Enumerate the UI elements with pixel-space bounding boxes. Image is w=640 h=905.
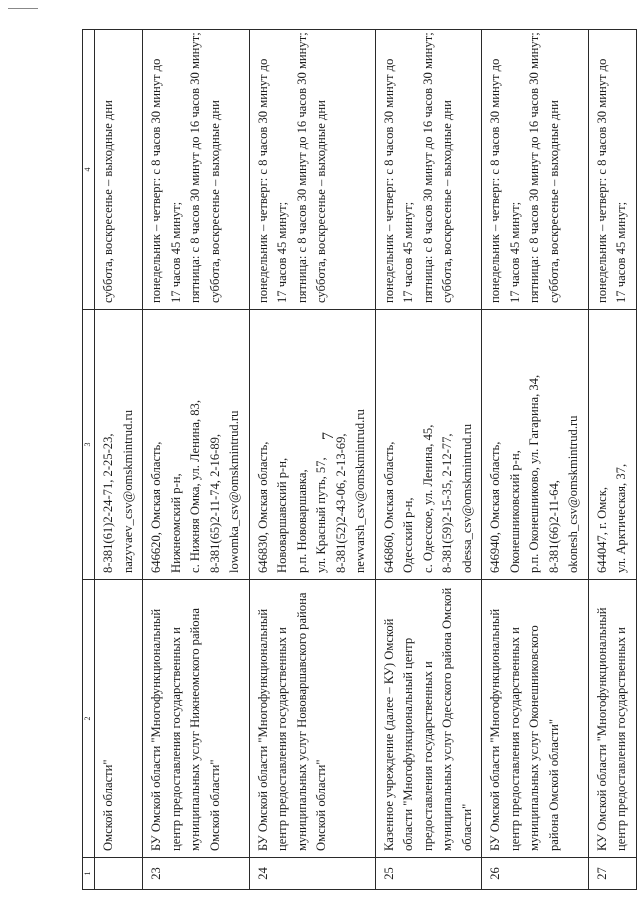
column-number: 2	[83, 580, 95, 858]
phone-line: 8-381(59)2-15-35, 2-12-77,	[440, 433, 455, 573]
rotated-page	[82, 30, 629, 890]
address-line: 646620, Омская область,	[149, 441, 164, 573]
address-line: с. Нижняя Омка, ул. Ленина, 83,	[188, 400, 203, 573]
hours-line: 17 часов 45 минут;	[507, 201, 522, 303]
hours-cell	[482, 30, 589, 310]
hours-line: понедельник – четверг: с 8 часов 30 минут до	[149, 58, 164, 303]
hours-cell	[375, 30, 482, 310]
row-number: 27	[588, 858, 636, 890]
address-line: ул. Красный путь, 57,	[314, 457, 329, 573]
hours-cell	[143, 30, 250, 310]
mfc-table	[82, 29, 637, 890]
organization-cell: Казенное учреждение (далее – КУ) Омской области "Многофункциональный центр предоставления государственных и муниципальных услуг Одесского района Омской области"	[375, 580, 482, 858]
column-number: 4	[83, 30, 95, 310]
address-cell	[95, 310, 143, 580]
hours-line: 17 часов 45 минут;	[275, 201, 290, 303]
hours-cell	[95, 30, 143, 310]
email-line: okonesh_csv@omskmintrud.ru	[566, 415, 581, 573]
page-number: 7	[320, 432, 337, 440]
email-line: newvarsh_csv@omskmintrud.ru	[353, 409, 368, 573]
row-number-cell	[95, 858, 143, 890]
row-number: 26	[482, 858, 589, 890]
table-row	[375, 30, 482, 890]
address-cell	[482, 310, 589, 580]
address-cell	[143, 310, 250, 580]
hours-line: суббота, воскресенье – выходные дни	[314, 100, 329, 303]
hours-cell	[588, 30, 636, 310]
hours-line: пятница: с 8 часов 30 минут до 16 часов 30 минут;	[294, 32, 309, 303]
table-row	[249, 30, 375, 890]
address-line: р.п. Нововаршавка,	[294, 469, 309, 573]
address-line: 646860, Омская область,	[381, 441, 396, 573]
phone-line: 8-381(65)2-11-74, 2-16-89,	[207, 433, 222, 573]
hours-line: 17 часов 45 минут;	[168, 201, 183, 303]
hours-line: пятница: с 8 часов 30 минут до 16 часов 30 минут;	[527, 32, 542, 303]
table-row-continuation	[95, 30, 143, 890]
hours-line: суббота, воскресенье – выходные дни	[546, 100, 561, 303]
column-number: 1	[83, 858, 95, 890]
hours-line: пятница: с 8 часов 30 минут до 16 часов 30 минут;	[420, 32, 435, 303]
phone-line: 8-381(66)2-11-64,	[546, 480, 561, 573]
address-cell	[375, 310, 482, 580]
address-line: 644047, г. Омск,	[594, 486, 609, 573]
address-line: 646940, Омская область,	[488, 441, 503, 573]
organization-cell: БУ Омской области "Многофункциональный центр предоставления государственных и муниципальных услуг Оконешниковского района Омской области"	[482, 580, 589, 858]
hours-line: понедельник – четверг: с 8 часов 30 минут до	[255, 58, 270, 303]
hours-line: пятница: с 8 часов 30 минут до 16 часов 30 минут;	[188, 32, 203, 303]
column-number-row	[83, 30, 95, 890]
hours-line: суббота, воскресенье – выходные дни	[101, 100, 115, 303]
organization-cell: БУ Омской области "Многофункциональный центр предоставления государственных и муниципальных услуг Нижнеомского района Омской области"	[143, 580, 250, 858]
address-line: Нижнеомский р-н,	[168, 473, 183, 573]
row-number: 24	[249, 858, 375, 890]
address-line: Одесский р-н,	[401, 497, 416, 573]
email-line: nazyvaev_csv@omskmintrud.ru	[120, 409, 135, 573]
address-line: ул. Арктическая, 37,	[614, 463, 629, 573]
organization-cell: БУ Омской области "Многофункциональный центр предоставления государственных и муниципальных услуг Нововаршавского района Омской области"	[249, 580, 375, 858]
email-line: odessa_csv@omskmintrud.ru	[459, 423, 474, 573]
address-line: 646830, Омская область,	[255, 441, 270, 573]
hours-cell	[249, 30, 375, 310]
address-cell	[588, 310, 636, 580]
organization-cell: КУ Омской области "Многофункциональный центр предоставления государственных и	[588, 580, 636, 858]
column-number: 3	[83, 310, 95, 580]
hours-line: понедельник – четверг: с 8 часов 30 минут до	[488, 58, 503, 303]
address-cell	[249, 310, 375, 580]
table-row	[588, 30, 636, 890]
row-number: 25	[375, 858, 482, 890]
hours-line: суббота, воскресенье – выходные дни	[207, 100, 222, 303]
address-line: Нововаршавский р-н,	[275, 457, 290, 573]
address-line: с. Одесское, ул. Ленина, 45,	[420, 424, 435, 573]
hours-line: понедельник – четверг: с 8 часов 30 минут до	[594, 58, 609, 303]
hours-line: 17 часов 45 минут;	[614, 201, 629, 303]
address-line: 8-381(61)2-24-71, 2-25-23,	[101, 433, 115, 573]
table-row	[143, 30, 250, 890]
hours-line: 17 часов 45 минут;	[401, 201, 416, 303]
table-row	[482, 30, 589, 890]
email-line: lowomka_csv@omskmintrud.ru	[227, 410, 242, 573]
row-number: 23	[143, 858, 250, 890]
hours-line: понедельник – четверг: с 8 часов 30 минут до	[381, 58, 396, 303]
phone-line: 8-381(52)2-43-06, 2-13-69,	[333, 433, 348, 573]
organization-cell: Омской области"	[95, 580, 143, 858]
hours-line: суббота, воскресенье – выходные дни	[440, 100, 455, 303]
scan-mark	[8, 8, 38, 9]
address-line: Оконешниковский р-н,	[507, 450, 522, 573]
address-line: р.п. Оконешниково, ул. Гагарина, 34,	[527, 374, 542, 573]
